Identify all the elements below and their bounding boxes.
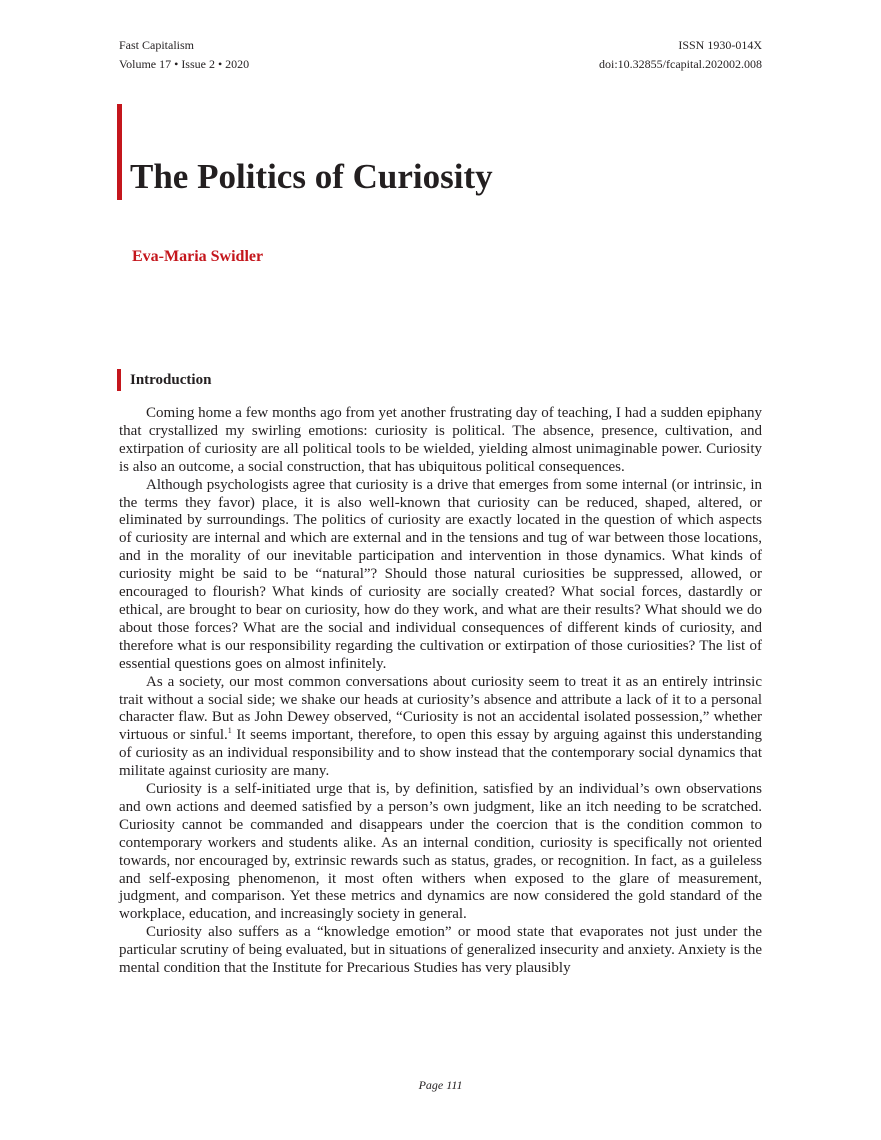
running-header-left xyxy=(119,36,249,74)
paragraph: Curiosity also suffers as a “knowledge emotion” or mood state that evaporates not just under the particular scrutiny of being evaluated, but in situations of generalized insecurity and anxiety. Anxiety is the mental condition that the Institute for Precarious Studies has very plausibly xyxy=(119,924,762,977)
section-accent-bar xyxy=(117,369,121,391)
paragraph xyxy=(119,674,762,781)
article-body xyxy=(119,405,762,978)
paragraph: Curiosity is a self-initiated urge that is, by definition, satisfied by an individual’s own observations and own actions and deemed satisfied by a person’s own judgment, like an itch needing to be scratched. Curiosity cannot be commanded and disappears under the coercion that is the condition common to contemporary workers and students alike. As an internal condition, curiosity is specifically not oriented towards, nor encouraged by, extrinsic rewards such as status, grades, or recognition. In fact, as a guileless and self-exposing phenomenon, it most often withers when exposed to the glare of measurement, judgment, and comparison. Yet these metrics and dynamics are now considered the gold standard of the workplace, education, and increasingly society in general. xyxy=(119,781,762,923)
article-title: The Politics of Curiosity xyxy=(130,157,493,196)
doi[interactable]: doi:10.32855/fcapital.202002.008 xyxy=(599,57,762,71)
section-heading: Introduction xyxy=(130,372,212,388)
footnote-marker[interactable]: 1 xyxy=(227,726,232,736)
volume-issue: Volume 17 • Issue 2 • 2020 xyxy=(119,57,250,71)
paragraph-text: As a society, our most common conversations about curiosity seem to treat it as an entirely intrinsic trait without a social side; we shake our heads at curiosity’s absence and attribute a lack of it to a personal character flaw. But as John Dewey observed, “Curiosity is not an accidental isolated possession,” whether virtuous or sinful. xyxy=(119,673,762,744)
paragraph-text-continued: It seems important, therefore, to open this essay by arguing against this understanding of curiosity as an individual responsibility and to show instead that the contemporary social dynamics that militate against curiosity are many. xyxy=(119,727,762,780)
running-header-right xyxy=(540,36,762,74)
author-name: Eva-Maria Swidler xyxy=(132,248,264,265)
journal-name: Fast Capitalism xyxy=(119,38,194,52)
paragraph: Although psychologists agree that curiosity is a drive that emerges from some internal (or intrinsic, in the terms they favor) place, it is also well-known that curiosity can be reduced, shaped, altered, or eliminated by surroundings. The politics of curiosity are exactly located in the question of which aspects of curiosity are internal and which are external and in the tensions and tug of war between those locations, and in the morality of our inevitable participation and intervention in those dynamics. What kinds of curiosity might be said to be “natural”? Should those natural curiosities be suppressed, allowed, or encouraged to flourish? What kinds of curiosity are socially created? What social forces, dastardly or ethical, are brought to bear on curiosity, how do they work, and what are their results? What should we do about those forces? What are the social and individual consequences of different kinds of curiosity, and therefore what is our responsibility regarding the cultivation or extirpation of those curiosities? The list of essential questions goes on almost infinitely. xyxy=(119,476,762,672)
page-number: Page 111 xyxy=(418,1078,463,1092)
paragraph: Coming home a few months ago from yet another frustrating day of teaching, I had a sudden epiphany that crystallized my swirling emotions: curiosity is political. The absence, presence, cultivation, and extirpation of curiosity are all political tools to be wielded, yielding almost unimaginable power. Curiosity is also an outcome, a social construction, that has ubiquitous political consequences. xyxy=(119,405,762,475)
title-accent-bar xyxy=(117,104,122,200)
issn: ISSN 1930-014X xyxy=(678,38,762,52)
